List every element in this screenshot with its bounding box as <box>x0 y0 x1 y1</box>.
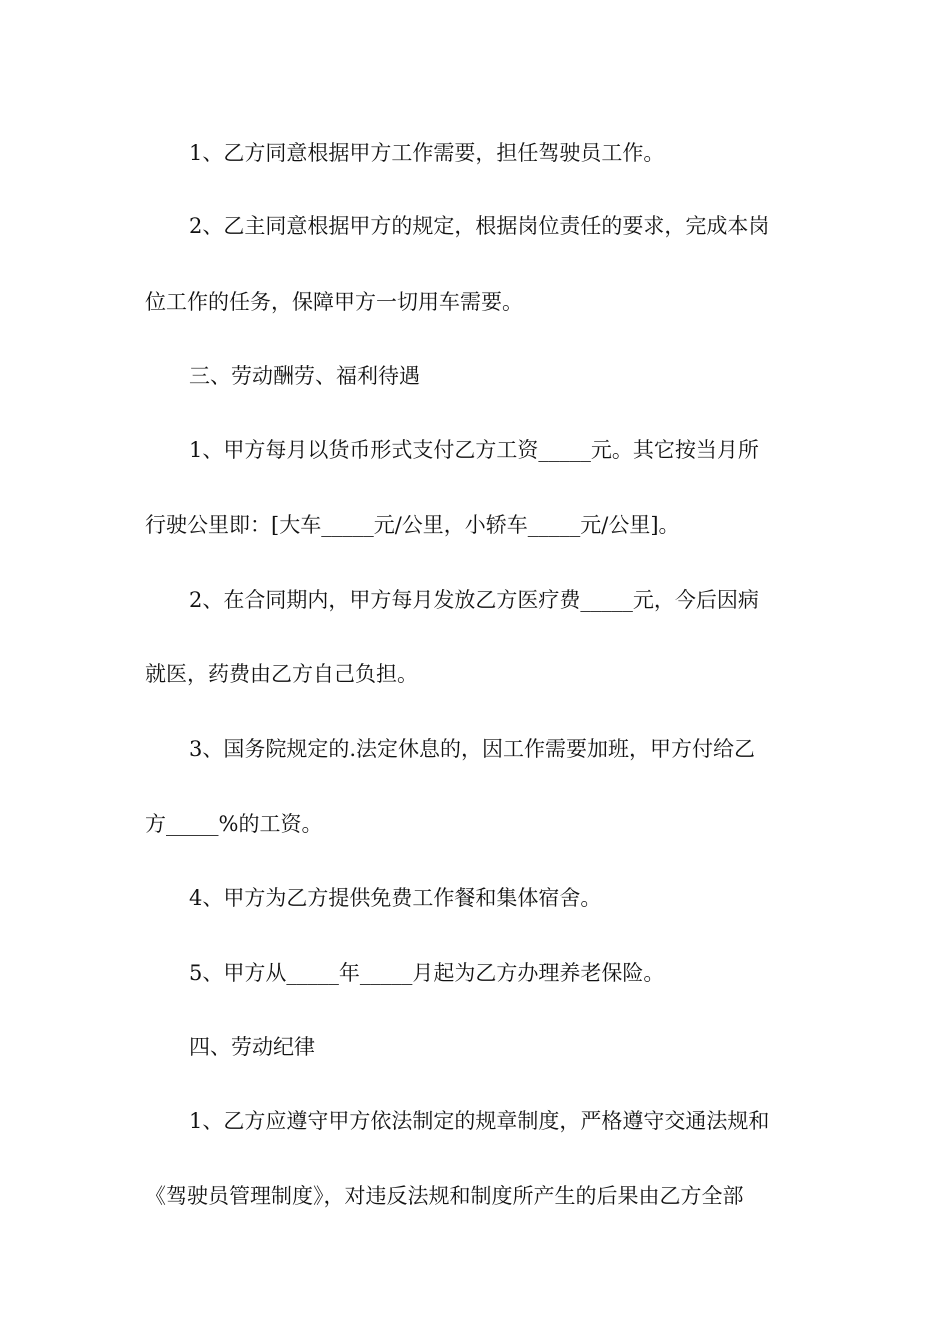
paragraph-line: 2、在合同期内，甲方每月发放乙方医疗费_____元，今后因病 <box>189 588 759 612</box>
paragraph-line: 行驶公里即：[大车_____元/公里，小轿车_____元/公里]。 <box>145 513 680 537</box>
paragraph-line: 方_____%的工资。 <box>145 812 323 836</box>
paragraph-line: 就医，药费由乙方自己负担。 <box>145 662 418 686</box>
paragraph-line: 1、甲方每月以货币形式支付乙方工资_____元。其它按当月所 <box>189 438 759 462</box>
paragraph-line: 4、甲方为乙方提供免费工作餐和集体宿舍。 <box>189 886 602 910</box>
paragraph-line: 位工作的任务，保障甲方一切用车需要。 <box>145 290 523 314</box>
paragraph-line: 1、乙方同意根据甲方工作需要，担任驾驶员工作。 <box>189 141 665 165</box>
paragraph-line: 1、乙方应遵守甲方依法制定的规章制度，严格遵守交通法规和 <box>189 1109 770 1133</box>
paragraph-line: 5、甲方从_____年_____月起为乙方办理养老保险。 <box>189 961 665 985</box>
paragraph-line: 《驾驶员管理制度》，对违反法规和制度所产生的后果由乙方全部 <box>145 1184 744 1208</box>
section-heading: 四、劳动纪律 <box>189 1035 315 1059</box>
paragraph-line: 3、国务院规定的.法定休息的，因工作需要加班，甲方付给乙 <box>189 737 756 761</box>
paragraph-line: 2、乙主同意根据甲方的规定，根据岗位责任的要求，完成本岗 <box>189 214 770 238</box>
section-heading: 三、劳动酬劳、福利待遇 <box>189 364 420 388</box>
